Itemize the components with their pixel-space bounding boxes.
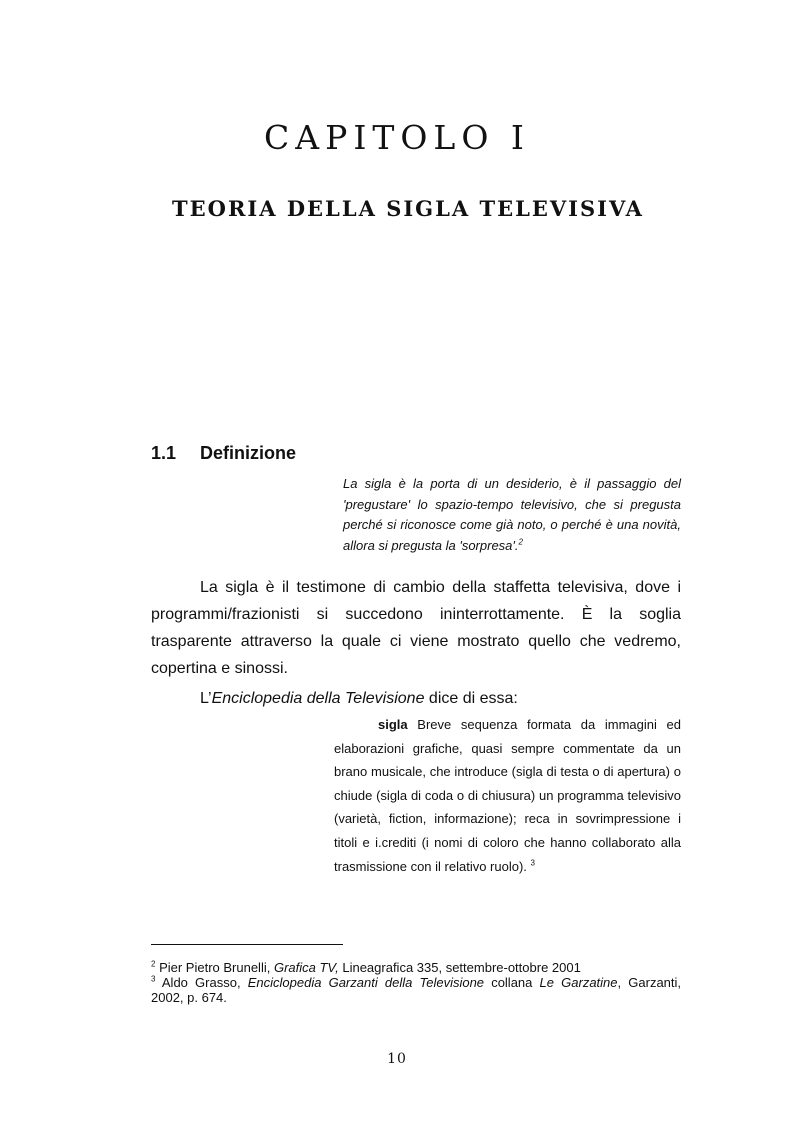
footnote-ref-2: 2 — [518, 537, 523, 547]
footnote-number: 3 — [151, 974, 156, 984]
section-title: Definizione — [200, 443, 297, 463]
body-paragraph-intro — [151, 685, 681, 712]
footnote-author: Aldo Grasso, — [155, 975, 248, 990]
body-paragraph: La sigla è il testimone di cambio della staffetta televisiva, dove i programmi/frazionisti si succedono ininterrottamente. È la soglia trasparente attraverso la quale ci viene mostrato quello che vedremo, copertina e sinossi. — [151, 579, 681, 677]
footnotes — [151, 960, 681, 1005]
footnote-title: Grafica TV, — [273, 960, 339, 975]
footnote-details: Lineagrafica 335, settembre-ottobre 2001 — [338, 960, 581, 975]
epigraph-text: La sigla è la porta di un desiderio, è il passaggio del 'pregustare' lo spazio-tempo televisivo, che si pregusta perché si riconosce come già noto, o perché è una novità, allora si pregusta la 'sorpresa'. — [343, 476, 681, 553]
quote-term: sigla — [378, 717, 408, 732]
section-heading — [151, 443, 296, 464]
footnote-ref-3: 3 — [530, 858, 535, 868]
epigraph — [343, 474, 681, 556]
footnote-title: Enciclopedia Garzanti della Televisione — [247, 975, 485, 990]
section-number: 1.1 — [151, 443, 177, 463]
page-number: 10 — [387, 1051, 407, 1067]
footnote-details: , Garzanti, 2002, p. 674. — [151, 975, 682, 1005]
footnote-connector: collana — [484, 975, 540, 990]
footnote-series: Le Garzatine — [539, 975, 618, 990]
block-quote — [334, 713, 681, 878]
intro-prefix: L’ — [200, 690, 212, 707]
intro-suffix: dice di essa: — [424, 690, 518, 707]
encyclopedia-title: Enciclopedia della Televisione — [211, 690, 425, 707]
footnote-number: 2 — [151, 959, 156, 969]
chapter-title: CAPITOLO I — [264, 118, 530, 157]
quote-text: Breve sequenza formata da immagini ed elaborazioni grafiche, quasi sempre commentate da un brano musicale, che introduce (sigla di testa o di apertura) o chiude (sigla di coda o di chiusura) un programma televisivo (varietà, fiction, informazione); reca in sovrimpressione i titoli e i.crediti (i nomi di coloro che hanno collaborato alla trasmissione con il relativo ruolo). — [334, 717, 681, 874]
footnote — [151, 975, 681, 1005]
chapter-subtitle: TEORIA DELLA SIGLA TELEVISIVA — [172, 196, 644, 221]
footnote — [151, 960, 681, 975]
footnote-author: Pier Pietro Brunelli, — [155, 960, 274, 975]
footnote-divider — [151, 944, 343, 945]
